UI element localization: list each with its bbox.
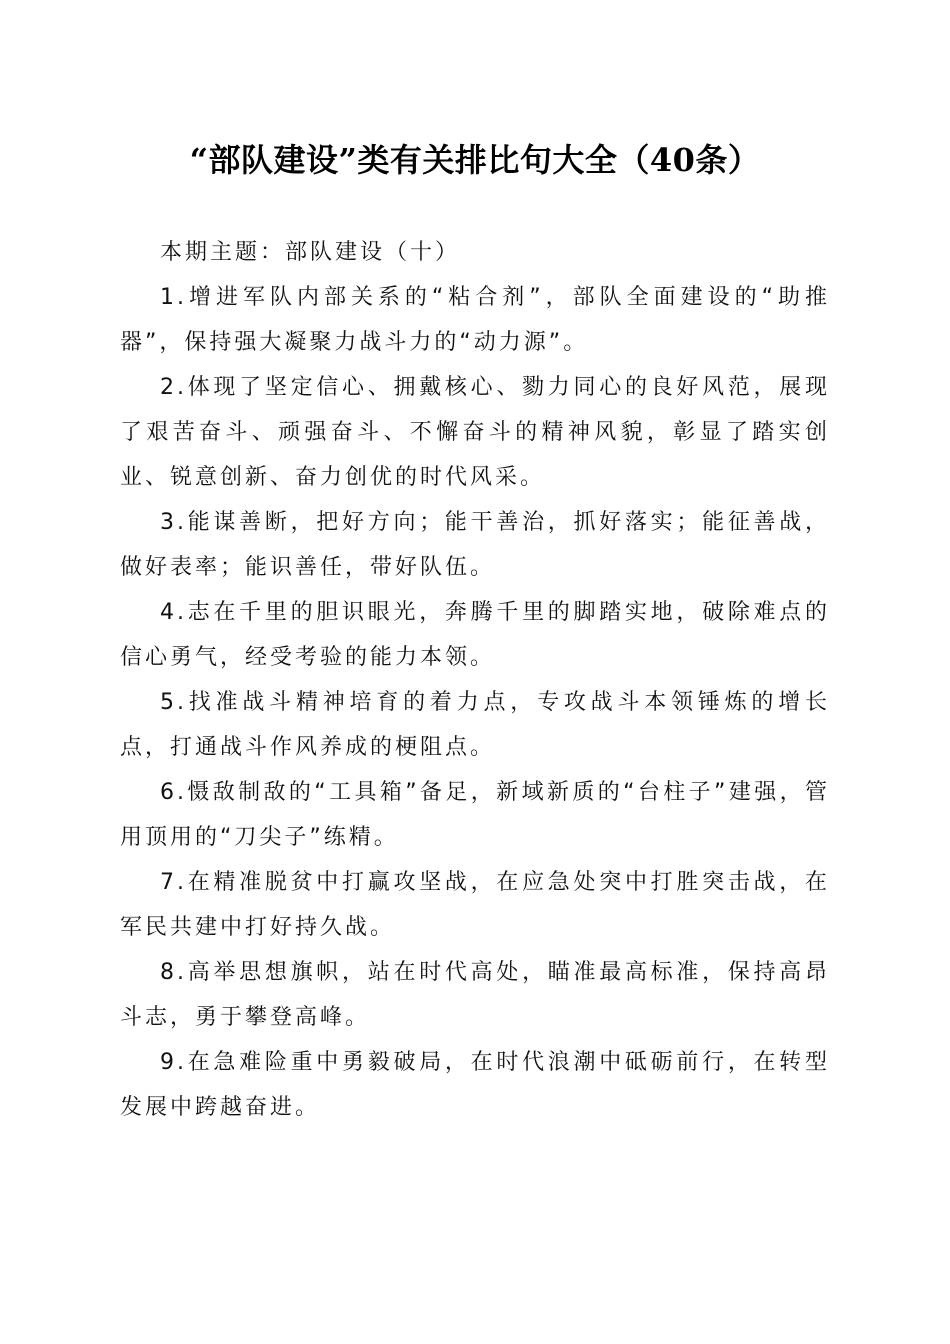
list-item-4: 4.志在千里的胆识眼光，奔腾千里的脚踏实地，破除难点的信心勇气，经受考验的能力本领。 <box>120 600 830 670</box>
list-item-3: 3.能谋善断，把好方向；能干善治，抓好落实；能征善战，做好表率；能识善任，带好队伍。 <box>120 510 830 580</box>
list-item-8: 8.高举思想旗帜，站在时代高处，瞄准最高标准，保持高昂斗志，勇于攀登高峰。 <box>120 960 830 1030</box>
list-item-7: 7.在精准脱贫中打赢攻坚战，在应急处突中打胜突击战，在军民共建中打好持久战。 <box>120 870 830 940</box>
document-title: “部队建设”类有关排比句大全（40条） <box>189 141 761 179</box>
list-item-6: 6.慑敌制敌的“工具箱”备足，新域新质的“台柱子”建强，管用顶用的“刀尖子”练精。 <box>120 780 830 850</box>
list-item-1: 1.增进军队内部关系的“粘合剂”，部队全面建设的“助推器”，保持强大凝聚力战斗力的“动力源”。 <box>120 285 830 355</box>
list-item-5: 5.找准战斗精神培育的着力点，专攻战斗本领锤炼的增长点，打通战斗作风养成的梗阻点。 <box>120 690 830 760</box>
list-item-2: 2.体现了坚定信心、拥戴核心、勠力同心的良好风范，展现了艰苦奋斗、顽强奋斗、不懈奋斗的精神风貌，彰显了踏实创业、锐意创新、奋力创优的时代风采。 <box>120 375 830 490</box>
list-item-9: 9.在急难险重中勇毅破局，在时代浪潮中砥砺前行，在转型发展中跨越奋进。 <box>120 1050 830 1120</box>
intro-paragraph: 本期主题：部队建设（十） <box>160 240 461 265</box>
document-body <box>120 230 830 1130</box>
